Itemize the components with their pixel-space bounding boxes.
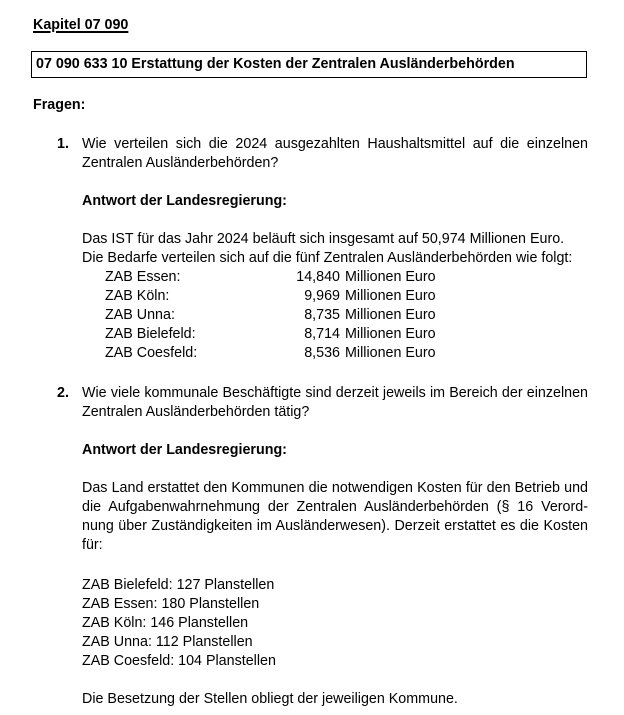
zab-unit: Millionen Euro [345, 326, 436, 342]
answer-1 [82, 192, 588, 363]
answer-1-intro-line: Die Bedarfe verteilen sich auf die fünf Zentralen Ausländerbehörden wie folgt: [82, 250, 573, 266]
zab-unit: Millionen Euro [345, 307, 436, 323]
closing-line: Die Besetzung der Stellen obliegt der jeweiligen Kommune. [82, 691, 458, 707]
answer-1-intro [82, 230, 588, 268]
zab-budget-row [105, 287, 588, 306]
zab-label: ZAB Bielefeld: [105, 326, 196, 342]
zab-budget-row [105, 268, 588, 287]
title-text: 07 090 633 10 Erstattung der Kosten der Zentralen Ausländerbehörden [36, 56, 515, 72]
answer-2 [82, 441, 588, 709]
answer-2-paragraph-line: nung über Zuständigkeiten im Ausländerwesen). Derzeit erstattet es die Kosten [82, 518, 588, 534]
zab-label: ZAB Unna: [105, 307, 175, 323]
question-2-text [82, 384, 588, 422]
answer-2-heading: Antwort der Landesregierung: [82, 442, 287, 458]
zab-label: ZAB Essen: [105, 269, 181, 285]
answer-2-paragraph-line: Das Land erstattet den Kommunen die notwendigen Kosten für den Betrieb und [82, 480, 588, 496]
zab-budget-row [105, 344, 588, 363]
question-1 [33, 135, 588, 173]
chapter-heading-text: Kapitel 07 090 [33, 17, 129, 33]
question-1-line: Wie verteilen sich die 2024 ausgezahlten Haushaltsmittel auf die einzelnen [82, 136, 588, 152]
zab-unit: Millionen Euro [345, 345, 436, 361]
planstellen-line: ZAB Coesfeld: 104 Planstellen [82, 653, 276, 669]
title-box [31, 51, 587, 78]
answer-2-paragraph-line: für: [82, 537, 103, 553]
zab-unit: Millionen Euro [345, 288, 436, 304]
zab-budget-table [105, 268, 588, 363]
answer-2-paragraph [82, 479, 588, 555]
question-1-text [82, 135, 588, 173]
question-2-line: Wie viele kommunale Beschäftigte sind derzeit jeweils im Bereich der einzelnen [82, 385, 588, 401]
planstellen-line: ZAB Bielefeld: 127 Planstellen [82, 577, 275, 593]
planstellen-list [82, 576, 588, 671]
zab-budget-row [105, 306, 588, 325]
zab-amount: 9,969 [304, 288, 340, 304]
question-2 [33, 384, 588, 422]
answer-1-heading: Antwort der Landesregierung: [82, 193, 287, 209]
zab-amount: 8,536 [304, 345, 340, 361]
zab-unit: Millionen Euro [345, 269, 436, 285]
zab-budget-row [105, 325, 588, 344]
zab-amount: 14,840 [296, 269, 340, 285]
answer-1-intro-line: Das IST für das Jahr 2024 beläuft sich insgesamt auf 50,974 Millionen Euro. [82, 231, 565, 247]
zab-label: ZAB Köln: [105, 288, 170, 304]
question-1-number: 1. [57, 136, 69, 152]
planstellen-line: ZAB Unna: 112 Planstellen [82, 634, 253, 650]
question-2-number: 2. [57, 385, 69, 401]
zab-amount: 8,735 [304, 307, 340, 323]
fragen-label: Fragen: [33, 97, 86, 113]
question-1-line: Zentralen Ausländerbehörden? [82, 155, 279, 171]
planstellen-line: ZAB Köln: 146 Planstellen [82, 615, 249, 631]
zab-amount: 8,714 [304, 326, 340, 342]
planstellen-line: ZAB Essen: 180 Planstellen [82, 596, 260, 612]
question-2-line: Zentralen Ausländerbehörden tätig? [82, 404, 310, 420]
answer-2-paragraph-line: die Aufgabenwahrnehmung der Zentralen Ausländerbehörden (§ 16 Verord- [82, 499, 588, 515]
chapter-heading [33, 16, 588, 35]
zab-label: ZAB Coesfeld: [105, 345, 198, 361]
